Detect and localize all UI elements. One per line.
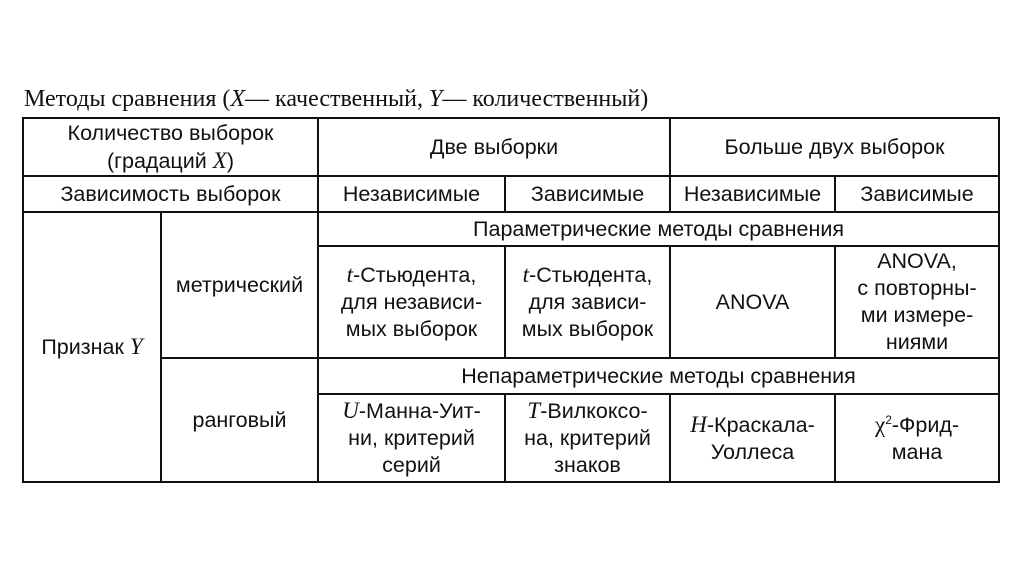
samples-count-header: Количество выборок (градаций X) [23,118,318,176]
more-samples-header: Больше двух выборок [670,118,999,176]
caption-text: Методы сравнения ( [24,86,231,112]
caption-y-var: Y [428,86,443,112]
rank-label: ранговый [161,358,318,482]
parametric-section-row [23,212,999,246]
table-caption [24,86,648,113]
metric-label: метрический [161,212,318,358]
nonparametric-section: Непараметрические методы сравнения [318,358,999,394]
kruskal-wallis: H-Краскала- Уоллеса [670,394,835,482]
header-row-samples [23,118,999,176]
t-student-independent: t-Стьюдента, для независи- мых выборок [318,246,505,358]
two-samples-header: Две выборки [318,118,670,176]
comparison-methods-table [22,117,1000,483]
dependent-header-2: Зависимые [835,176,999,212]
independent-header-1: Независимые [318,176,505,212]
nonparametric-section-row [23,358,999,394]
friedman: $\chi^2-Фрид-$ мана [835,394,999,482]
feature-y-cell: Признак Y [23,212,161,482]
wilcoxon: T-Вилкоксо- на, критерий знаков [505,394,670,482]
caption-x-desc: — качественный, [245,86,429,112]
dependent-header-1: Зависимые [505,176,670,212]
caption-x-var: X [230,86,246,112]
anova-repeated: ANOVA, с повторны- ми измере- ниями [835,246,999,358]
mann-whitney: U-Манна-Уит- ни, критерий серий [318,394,505,482]
t-student-dependent: t-Стьюдента, для зависи- мых выборок [505,246,670,358]
parametric-section: Параметрические методы сравнения [318,212,999,246]
dependence-header: Зависимость выборок [23,176,318,212]
caption-y-desc: — количественный) [442,86,649,112]
anova: ANOVA [670,246,835,358]
header-row-dependence [23,176,999,212]
independent-header-2: Независимые [670,176,835,212]
